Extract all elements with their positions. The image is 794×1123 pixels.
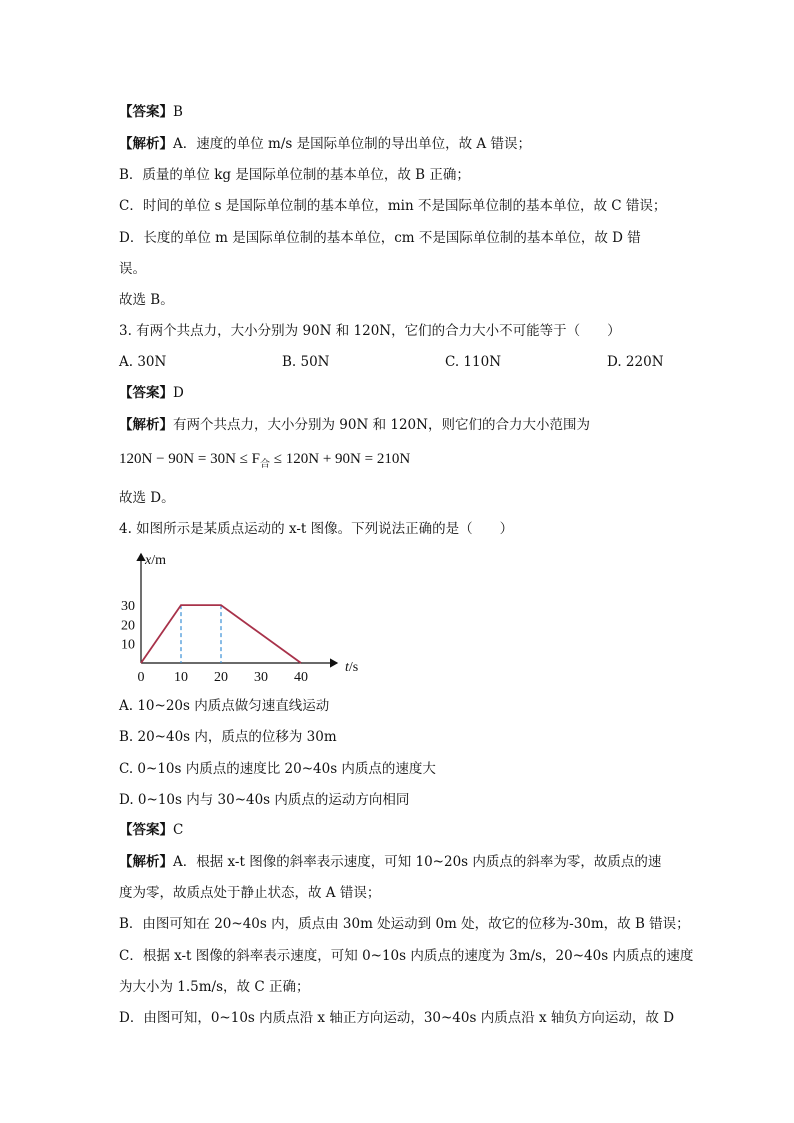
answer-tag: 【答案】	[119, 822, 173, 838]
analysis-tag: 【解析】	[119, 417, 173, 433]
question-4: 4. 如图所示是某质点运动的 x-t 图像。下列说法正确的是（ ）	[119, 521, 514, 537]
x-tick-label: 10	[174, 670, 188, 685]
y-tick-label: 20	[121, 618, 135, 634]
question-3: 3. 有两个共点力，大小分别为 90N 和 120N，它们的合力大小不可能等于（ ）	[119, 323, 621, 339]
x-tick-label: 0	[137, 670, 145, 685]
conclusion-line: 故选 D。	[119, 490, 175, 506]
answer-line-q3	[119, 383, 184, 403]
text-line: B．由图可知在 20~40s 内，质点由 30m 处运动到 0m 处，故它的位移为-30m，故 B 错误；	[119, 916, 690, 932]
x-tick-label: 20	[214, 670, 228, 685]
answer-line-q2	[119, 102, 183, 122]
analysis-line	[119, 415, 590, 435]
y-tick-label: 30	[121, 599, 135, 615]
answer-value: D	[173, 385, 184, 401]
answer-tag: 【答案】	[119, 104, 173, 120]
text-line: 误。	[119, 261, 146, 277]
text-line: B．质量的单位 kg 是国际单位制的基本单位，故 B 正确；	[119, 167, 470, 183]
answer-value: C	[173, 822, 184, 838]
q3-option-d: D. 220N	[607, 354, 664, 370]
text-line: C．时间的单位 s 是国际单位制的基本单位，min 不是国际单位制的基本单位，故 C 错误；	[119, 198, 667, 214]
y-axis-label: x/m	[145, 553, 166, 568]
text-line: 度为零，故质点处于静止状态，故 A 错误；	[119, 885, 381, 901]
answer-line-q4	[119, 820, 183, 840]
text-line: C．根据 x-t 图像的斜率表示速度，可知 0~10s 内质点的速度为 3m/s，20~40s 内质点的速度	[119, 948, 694, 964]
q4-option-b: B. 20~40s 内，质点的位移为 30m	[119, 729, 337, 745]
x-axis-label: t/s	[345, 660, 359, 675]
conclusion-line: 故选 B。	[119, 292, 174, 308]
formula-left: 120N − 90N = 30N ≤ F	[119, 451, 260, 467]
formula-right: ≤ 120N + 90N = 210N	[270, 451, 411, 467]
analysis-text: 有两个共点力，大小分别为 90N 和 120N，则它们的合力大小范围为	[173, 417, 590, 433]
q3-option-c: C. 110N	[445, 354, 502, 370]
analysis-text: A．速度的单位 m/s 是国际单位制的导出单位，故 A 错误；	[173, 136, 531, 152]
analysis-tag: 【解析】	[119, 854, 173, 870]
answer-value: B	[173, 104, 183, 120]
q4-option-c: C. 0~10s 内质点的速度比 20~40s 内质点的速度大	[119, 761, 436, 777]
xt-graph	[115, 548, 375, 686]
text-line: D．由图可知，0~10s 内质点沿 x 轴正方向运动，30~40s 内质点沿 x 轴负方向运动，故 D	[119, 1010, 675, 1026]
answer-tag: 【答案】	[119, 385, 173, 401]
q3-option-b: B. 50N	[282, 354, 330, 370]
analysis-line	[119, 134, 531, 154]
force-range-formula	[119, 449, 410, 475]
formula-subscript: 合	[260, 459, 270, 470]
x-tick-label: 30	[254, 670, 268, 685]
text-line: 为大小为 1.5m/s，故 C 正确；	[119, 979, 310, 995]
q3-option-a: A. 30N	[119, 354, 167, 370]
q4-option-d: D. 0~10s 内与 30~40s 内质点的运动方向相同	[119, 792, 410, 808]
text-line: D．长度的单位 m 是国际单位制的基本单位，cm 不是国际单位制的基本单位，故 D 错	[119, 230, 641, 246]
analysis-line	[119, 852, 661, 872]
x-tick-label: 40	[294, 670, 308, 685]
y-tick-label: 10	[121, 637, 135, 653]
analysis-tag: 【解析】	[119, 136, 173, 152]
analysis-text: A．根据 x-t 图像的斜率表示速度，可知 10~20s 内质点的斜率为零，故质点的速	[173, 854, 662, 870]
q4-option-a: A. 10~20s 内质点做匀速直线运动	[119, 698, 330, 714]
